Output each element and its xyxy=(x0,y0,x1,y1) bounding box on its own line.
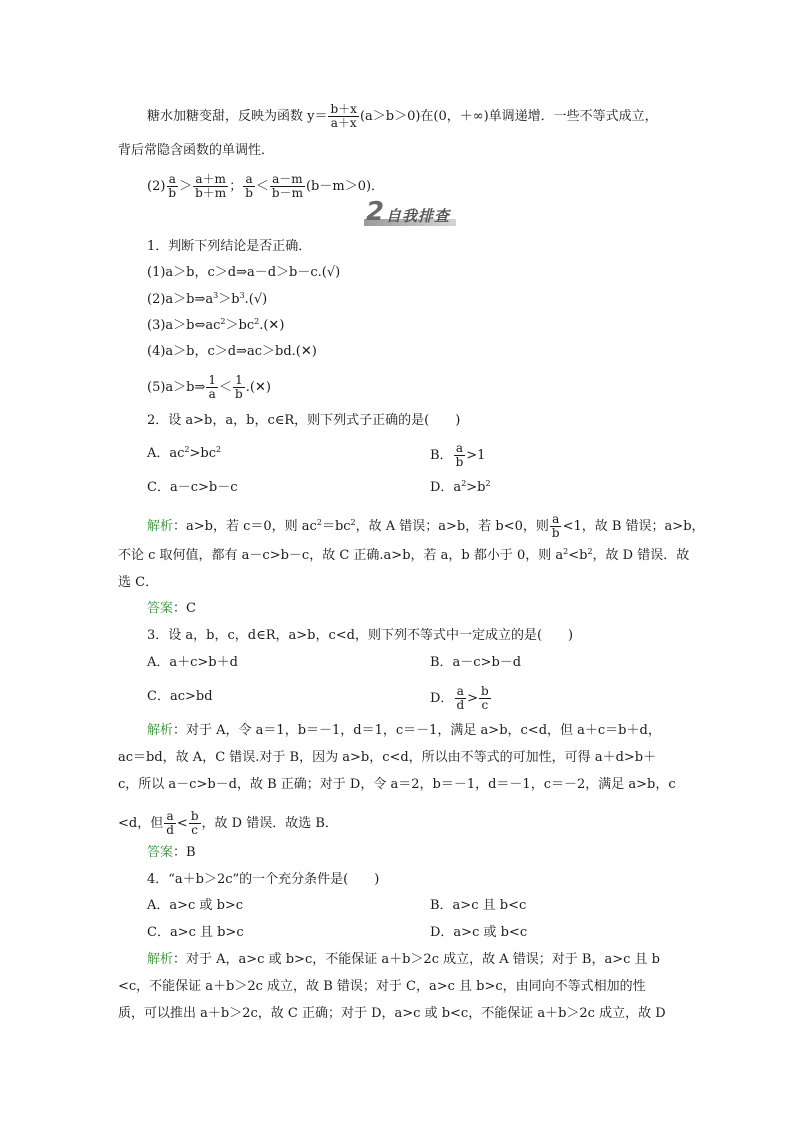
q4-option-c: C．a>c 且 b>c xyxy=(147,925,244,940)
q3-option-b: B．a－c>b－d xyxy=(430,655,522,670)
q3-option-a: A．a＋c>b＋d xyxy=(147,655,238,670)
q3-option-c: C．ac>bd xyxy=(147,689,213,704)
fraction: $\frac{1}{a}$ xyxy=(208,373,217,401)
section-number: 2 xyxy=(366,197,385,227)
q1-item-2: $(2)a>b\Rightarrow a^3>b^3.(√)$ xyxy=(147,291,268,307)
fraction: $\frac{1}{b}$ xyxy=(235,373,243,401)
q2-solution-line-1: 解析：a>b，若 c＝0，则 $ac^2=bc^2$，故 A 错误；a>b，若 b<0，则 $\frac{a}{b}$ <1，故 B 错误；a>b， xyxy=(147,512,705,540)
fraction: $\frac{b+x}{a+x}$ xyxy=(330,102,357,130)
q4-option-d: D．a>c 或 b<c xyxy=(430,925,528,940)
fraction: $\frac{b}{c}$ xyxy=(190,809,199,837)
fraction: $\frac{a}{d}$ xyxy=(166,809,174,837)
q3-solution-line-1: 解析：对于 A，令 a＝1，b＝－1，d＝1，c＝－1，满足 a>b，c<d，但 a＋c＝b＋d， xyxy=(147,723,661,738)
q2-solution-line-2: 不论 c 取何值，都有 a－c>b－c，故 C 正确.a>b，若 a，b 都小于 0，则 $a^2<b^2$，故 D 错误．故 xyxy=(118,547,690,563)
q2-option-d: D．$a^2>b^2$ xyxy=(430,479,491,495)
q2-option-c: C．a－c>b－c xyxy=(147,480,238,495)
fraction: $\frac{a}{d}$ xyxy=(456,684,465,712)
q2-stem: 2．设 a>b，a，b，c∈R，则下列式子正确的是( ) xyxy=(147,413,461,428)
q4-stem: 4．“a＋b＞2c”的一个充分条件是( ) xyxy=(147,872,380,887)
q2-option-b: B． $\frac{a}{b}$ >1 xyxy=(430,441,486,469)
fraction: $\frac{a-m}{b-m}$ xyxy=(271,172,303,200)
q1-item-4: (4)a＞b，c＞d⇒ac＞bd.(✕) xyxy=(147,344,317,359)
intro-line-3: (2) $\frac{a}{b}$ ＞ $\frac{a+m}{b+m}$ ； $\frac{a}{b}$ ＜ $\frac{a-m}{b-m}$ (b－m＞0)． xyxy=(147,172,385,200)
q2-option-a: A．$ac^2>bc^2$ xyxy=(147,445,222,461)
q4-solution-line-2: <c，不能保证 a＋b＞2c 成立，故 B 错误；对于 C，a>c 且 b>c，由同向不等式相加的性 xyxy=(118,979,646,994)
q3-solution-line-2: ac＝bd，故 A，C 错误.对于 B，因为 a>b，c<d，所以由不等式的可加性，可得 a＋d>b＋ xyxy=(118,750,657,765)
fraction: $\frac{a+m}{b+m}$ xyxy=(195,172,227,200)
fraction: $\frac{a}{b}$ xyxy=(455,441,464,469)
q3-option-d: D． $\frac{a}{d}$ > $\frac{b}{c}$ xyxy=(430,684,489,712)
section-header xyxy=(364,197,456,228)
fraction: $\frac{b}{c}$ xyxy=(481,684,489,712)
q2-solution-line-3: 选 C． xyxy=(118,575,159,590)
q3-solution-line-4: <d，但 $\frac{a}{d}$ < $\frac{b}{c}$ ，故 D 错误．故选 B． xyxy=(118,809,338,837)
q4-option-b: B．a>c 且 b<c xyxy=(430,898,527,913)
fraction: $\frac{a}{b}$ xyxy=(245,172,253,200)
q3-answer: 答案：B xyxy=(147,845,196,860)
fraction: $\frac{a}{b}$ xyxy=(168,172,177,200)
q1-item-3: $(3)a>b\Leftrightarrow ac^2>bc^2.(✕)$ xyxy=(147,317,285,333)
q4-option-a: A．a>c 或 b>c xyxy=(147,898,244,913)
q4-solution-line-1: 解析：对于 A，a>c 或 b>c，不能保证 a＋b＞2c 成立，故 A 错误；对于 B，a>c 且 b xyxy=(147,952,660,967)
fraction: $\frac{a}{b}$ xyxy=(551,512,560,540)
q3-stem: 3．设 a，b，c，d∈R，a>b，c<d，则下列不等式中一定成立的是( ) xyxy=(147,628,574,643)
q2-answer: 答案：C xyxy=(147,601,196,616)
intro-line-2: 背后常隐含函数的单调性． xyxy=(118,143,275,158)
q3-solution-line-3: c，所以 a－c>b－d，故 B 正确；对于 D，令 a＝2，b＝－1，d＝－1，c＝－2，满足 a>b，c xyxy=(118,777,676,792)
q1-item-1: (1)a＞b，c＞d⇒a－d＞b－c.(√) xyxy=(147,265,341,280)
q1-stem: 1．判断下列结论是否正确． xyxy=(147,239,312,254)
section-title: 自我排查 xyxy=(386,207,451,225)
q4-solution-line-3: 质，可以推出 a＋b＞2c，故 C 正确；对于 D，a>c 或 b<c，不能保证 a＋b＞2c 成立，故 D xyxy=(118,1006,666,1021)
q1-item-5: (5)a＞b⇒ $\frac{1}{a}$ ＜ $\frac{1}{b}$ .(✕) xyxy=(147,373,271,401)
intro-line-1: 糖水加糖变甜，反映为函数 y＝ $\frac{b+x}{a+x}$ (a＞b＞0)在(0，＋∞)单调递增．一些不等式成立， xyxy=(147,102,658,130)
